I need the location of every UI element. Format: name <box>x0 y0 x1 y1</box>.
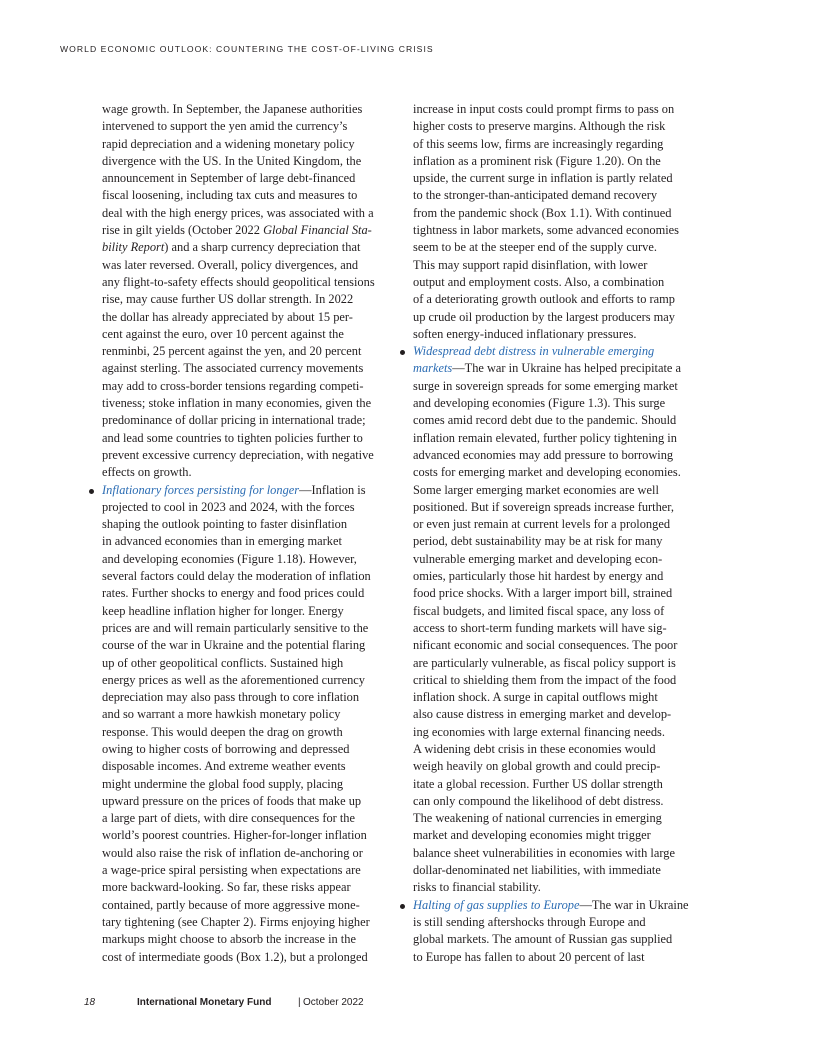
body-line: Some larger emerging market economies are well <box>413 482 659 497</box>
body-line: disposable incomes. And extreme weather events <box>102 759 346 774</box>
body-line: up of other geopolitical conflicts. Sustained high <box>102 655 344 670</box>
body-line: upside, the current surge in inflation is partly related <box>413 171 673 186</box>
body-line: inflation as a prominent risk (Figure 1.20). On the <box>413 153 661 168</box>
left-column <box>102 101 378 966</box>
body-line: owing to higher costs of borrowing and depressed <box>102 741 350 756</box>
body-text: ) and a sharp currency depreciation that <box>164 240 361 255</box>
body-line: announcement in September of large debt-financed <box>102 171 356 186</box>
footer-publisher: International Monetary Fund <box>137 997 272 1008</box>
body-line: from the pandemic shock (Box 1.1). With continued <box>413 205 672 220</box>
bullet-debt-distress <box>413 343 689 360</box>
body-line: soften energy-induced inflationary pressures. <box>413 326 637 341</box>
body-line: shaping the outlook pointing to faster disinflation <box>102 517 348 532</box>
body-line: may add to cross-border tensions regarding competi- <box>102 378 364 393</box>
body-line: prevent excessive currency depreciation, with negative <box>102 447 374 462</box>
body-line: the dollar has already appreciated by about 15 per- <box>102 309 353 324</box>
body-line: a large part of diets, with dire consequences for the <box>102 811 355 826</box>
body-line: tiveness; stoke inflation in many economies, given the <box>102 396 372 411</box>
bullet-inflationary-forces <box>102 482 378 499</box>
body-line: and lead some countries to tighten policies further to <box>102 430 363 445</box>
body-line: to Europe has fallen to about 20 percent of last <box>413 949 645 964</box>
report-citation-title: bility Report <box>102 240 165 255</box>
body-line: deal with the high energy prices, was associated with a <box>102 205 374 220</box>
body-line: tightness in labor markets, some advanced economies <box>413 223 679 238</box>
body-line-with-citation <box>102 239 378 256</box>
body-line: several factors could delay the moderation of inflation <box>102 569 371 584</box>
body-text: rise in gilt yields (October 2022 <box>102 223 264 238</box>
body-line: surge in sovereign spreads for some emerging market <box>413 378 678 393</box>
body-line: itate a global recession. Further US dollar strength <box>413 776 663 791</box>
body-line: course of the war in Ukraine and the potential flaring <box>102 638 366 653</box>
body-line: cost of intermediate goods (Box 1.2), but a prolonged <box>102 949 368 964</box>
body-line-with-citation <box>102 222 378 239</box>
body-line: divergence with the US. In the United Kingdom, the <box>102 153 362 168</box>
body-line: food price shocks. With a larger import bill, strained <box>413 586 673 601</box>
body-line: access to short-term funding markets will have sig- <box>413 620 667 635</box>
body-line: energy prices as well as the aforementioned currency <box>102 672 365 687</box>
body-line: weigh heavily on global growth and could precip- <box>413 759 661 774</box>
body-line: ing economies with large external financing needs. <box>413 724 665 739</box>
bullet-term: markets <box>413 361 453 376</box>
body-line: can only compound the likelihood of debt distress. <box>413 793 664 808</box>
body-line: inflation remain elevated, further policy tightening in <box>413 430 677 445</box>
body-line: to the stronger-than-anticipated demand recovery <box>413 188 658 203</box>
body-line: intervened to support the yen amid the currency’s <box>102 119 348 134</box>
bullet-term: Halting of gas supplies to Europe <box>413 897 580 912</box>
body-line: of this seems low, firms are increasingly regarding <box>413 136 664 151</box>
body-line: The weakening of national currencies in emerging <box>413 811 662 826</box>
body-line: comes amid record debt due to the pandemic. Should <box>413 413 677 428</box>
body-line: might undermine the global food supply, placing <box>102 776 344 791</box>
body-line: global markets. The amount of Russian gas supplied <box>413 932 673 947</box>
right-column <box>413 101 689 966</box>
body-line: more backward-looking. So far, these risks appear <box>102 880 351 895</box>
body-line: against sterling. The associated currency movements <box>102 361 364 376</box>
em-dash: — <box>579 897 592 912</box>
body-line: and developing economies (Figure 1.18). However, <box>102 551 357 566</box>
body-line: positioned. But if sovereign spreads increase further, <box>413 499 675 514</box>
body-line: tary tightening (see Chapter 2). Firms enjoying higher <box>102 914 370 929</box>
body-line <box>413 360 689 377</box>
body-line: world’s poorest countries. Higher-for-longer inflation <box>102 828 367 843</box>
footer-date: October 2022 <box>303 997 364 1008</box>
body-line: are particularly vulnerable, as fiscal policy support is <box>413 655 676 670</box>
body-line: or even just remain at current levels for a prolonged <box>413 517 671 532</box>
body-text: Inflation is <box>311 482 366 497</box>
body-line: rates. Further shocks to energy and food prices could <box>102 586 365 601</box>
body-line: and so warrant a more hawkish monetary policy <box>102 707 341 722</box>
body-line: contained, partly because of more aggressive mone- <box>102 897 360 912</box>
bullet-gas-supplies <box>413 897 689 914</box>
body-line: market and developing economies might trigger <box>413 828 651 843</box>
body-line: rapid depreciation and a widening monetary policy <box>102 136 355 151</box>
page-number: 18 <box>84 997 96 1008</box>
body-line: dollar-denominated net liabilities, with immediate <box>413 863 661 878</box>
body-line: depreciation may also pass through to core inflation <box>102 690 360 705</box>
body-line: vulnerable emerging market and developing econ- <box>413 551 663 566</box>
body-line: balance sheet vulnerabilities in economies with large <box>413 845 675 860</box>
body-line: costs for emerging market and developing economies. <box>413 465 681 480</box>
body-line: nificant economic and social consequences. The poor <box>413 638 678 653</box>
body-line: was later reversed. Overall, policy divergences, and <box>102 257 359 272</box>
footer-separator: | <box>298 997 301 1008</box>
body-line: inflation shock. A surge in capital outflows might <box>413 690 658 705</box>
body-line: wage growth. In September, the Japanese authorities <box>102 102 363 116</box>
body-line: fiscal loosening, including tax cuts and measures to <box>102 188 358 203</box>
body-line: critical to shielding them from the impact of the food <box>413 672 677 687</box>
body-line: seem to be at the steeper end of the supply curve. <box>413 240 657 255</box>
body-line: predominance of dollar pricing in international trade; <box>102 413 366 428</box>
body-line: a wage-price spiral persisting when expectations are <box>102 863 361 878</box>
body-line: response. This would deepen the drag on growth <box>102 724 343 739</box>
em-dash: — <box>452 361 465 376</box>
bullet-term: Widespread debt distress in vulnerable emerging <box>413 344 655 359</box>
body-line: keep headline inflation higher for longer. Energy <box>102 603 344 618</box>
em-dash: — <box>299 482 312 497</box>
body-line: A widening debt crisis in these economies would <box>413 741 656 756</box>
body-line: markups might choose to absorb the increase in the <box>102 932 356 947</box>
body-line: also cause distress in emerging market and develop- <box>413 707 672 722</box>
body-line: projected to cool in 2023 and 2024, with the forces <box>102 499 355 514</box>
body-line: is still sending aftershocks through Europe and <box>413 914 646 929</box>
body-line: renminbi, 25 percent against the yen, and 20 percent <box>102 344 362 359</box>
body-line: fiscal budgets, and limited fiscal space, any loss of <box>413 603 665 618</box>
body-line: rise, may cause further US dollar strength. In 2022 <box>102 292 354 307</box>
bullet-term: Inflationary forces persisting for longer <box>102 482 300 497</box>
body-line: higher costs to preserve margins. Although the risk <box>413 119 666 134</box>
running-header: WORLD ECONOMIC OUTLOOK: COUNTERING THE COST-OF-LIVING CRISIS <box>60 44 434 54</box>
body-line: risks to financial stability. <box>413 880 541 895</box>
body-line: up crude oil production by the largest producers may <box>413 309 675 324</box>
body-line: would also raise the risk of inflation de-anchoring or <box>102 845 363 860</box>
body-line: period, debt sustainability may be at risk for many <box>413 534 663 549</box>
body-line: prices are and will remain particularly sensitive to the <box>102 620 369 635</box>
body-line: effects on growth. <box>102 465 192 480</box>
body-line: advanced economies may add pressure to borrowing <box>413 447 674 462</box>
body-line: increase in input costs could prompt firms to pass on <box>413 102 675 116</box>
body-line: in advanced economies than in emerging market <box>102 534 342 549</box>
body-line: omies, particularly those hit hardest by energy and <box>413 569 664 584</box>
body-line: output and employment costs. Also, a combination <box>413 274 665 289</box>
body-line: upward pressure on the prices of foods that make up <box>102 793 362 808</box>
body-line: of a deteriorating growth outlook and efforts to ramp <box>413 292 675 307</box>
body-line: cent against the euro, over 10 percent against the <box>102 326 344 341</box>
report-citation-title: Global Financial Sta- <box>263 223 372 238</box>
body-line: and developing economies (Figure 1.3). This surge <box>413 396 666 411</box>
body-text: The war in Ukraine has helped precipitate a <box>464 361 682 376</box>
body-line: This may support rapid disinflation, with lower <box>413 257 648 272</box>
body-text: The war in Ukraine <box>591 897 689 912</box>
body-line: any flight-to-safety effects should geopolitical tensions <box>102 274 375 289</box>
